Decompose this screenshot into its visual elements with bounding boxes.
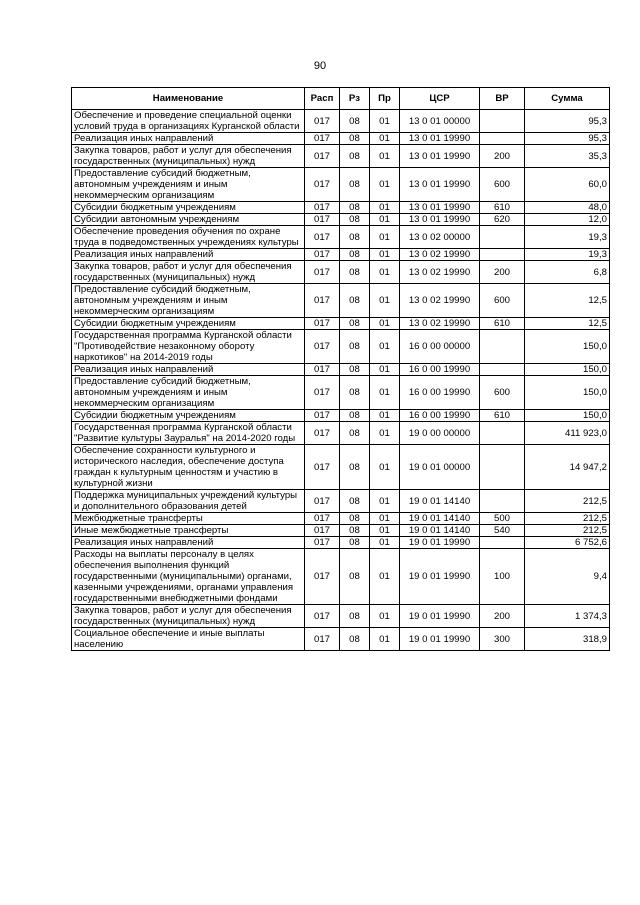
cell-csr: 19 0 01 19990: [400, 628, 480, 651]
cell-csr: 16 0 00 19990: [400, 410, 480, 422]
cell-csr: 13 0 01 19990: [400, 133, 480, 145]
cell-rz: 08: [340, 145, 370, 168]
cell-pr: 01: [370, 445, 400, 490]
cell-sum: 9,4: [525, 549, 610, 605]
cell-pr: 01: [370, 330, 400, 364]
cell-pr: 01: [370, 261, 400, 284]
page-number: 90: [313, 60, 327, 72]
cell-vr: 600: [480, 168, 525, 202]
cell-csr: 13 0 01 00000: [400, 110, 480, 133]
cell-sum: 95,3: [525, 133, 610, 145]
cell-rasp: 017: [305, 410, 340, 422]
cell-vr: 600: [480, 284, 525, 318]
cell-csr: 13 0 01 19990: [400, 168, 480, 202]
cell-name: Государственная программа Курганской области "Развитие культуры Зауралья" на 2014-2020 годы: [72, 422, 305, 445]
cell-csr: 16 0 00 19990: [400, 364, 480, 376]
cell-name: Социальное обеспечение и иные выплаты населению: [72, 628, 305, 651]
cell-pr: 01: [370, 525, 400, 537]
cell-sum: 12,5: [525, 318, 610, 330]
table-header-row: [72, 88, 610, 110]
table-row: [72, 376, 610, 410]
cell-pr: 01: [370, 202, 400, 214]
cell-csr: 19 0 01 19990: [400, 549, 480, 605]
cell-vr: 500: [480, 513, 525, 525]
cell-pr: 01: [370, 226, 400, 249]
cell-rasp: 017: [305, 513, 340, 525]
cell-vr: 300: [480, 628, 525, 651]
table-row: [72, 549, 610, 605]
table-row: [72, 226, 610, 249]
cell-rasp: 017: [305, 110, 340, 133]
cell-sum: 150,0: [525, 364, 610, 376]
cell-rasp: 017: [305, 330, 340, 364]
cell-rz: 08: [340, 202, 370, 214]
cell-vr: 610: [480, 202, 525, 214]
header-rasp: Расп: [305, 88, 340, 110]
cell-name: Предоставление субсидий бюджетным, автономным учреждениям и иным некоммерческим организациям: [72, 168, 305, 202]
table-row: [72, 318, 610, 330]
cell-name: Государственная программа Курганской области "Противодействие незаконному обороту наркотиков" на 2014-2019 годы: [72, 330, 305, 364]
table-row: [72, 110, 610, 133]
cell-pr: 01: [370, 490, 400, 513]
cell-vr: [480, 364, 525, 376]
cell-name: Закупка товаров, работ и услуг для обеспечения государственных (муниципальных) нужд: [72, 605, 305, 628]
table-row: [72, 202, 610, 214]
cell-csr: 13 0 02 19990: [400, 249, 480, 261]
cell-rasp: 017: [305, 214, 340, 226]
cell-sum: 95,3: [525, 110, 610, 133]
cell-rz: 08: [340, 490, 370, 513]
cell-csr: 16 0 00 19990: [400, 376, 480, 410]
cell-csr: 19 0 01 19990: [400, 605, 480, 628]
cell-rz: 08: [340, 445, 370, 490]
cell-rasp: 017: [305, 376, 340, 410]
cell-rasp: 017: [305, 202, 340, 214]
cell-name: Реализация иных направлений: [72, 537, 305, 549]
cell-pr: 01: [370, 249, 400, 261]
cell-pr: 01: [370, 284, 400, 318]
header-sum: Сумма: [525, 88, 610, 110]
table-row: [72, 249, 610, 261]
cell-vr: 610: [480, 410, 525, 422]
cell-rasp: 017: [305, 537, 340, 549]
cell-csr: 19 0 00 00000: [400, 422, 480, 445]
cell-name: Обеспечение и проведение специальной оценки условий труда в организациях Курганской области: [72, 110, 305, 133]
header-pr: Пр: [370, 88, 400, 110]
cell-csr: 13 0 02 19990: [400, 261, 480, 284]
table-row: [72, 445, 610, 490]
table-row: [72, 261, 610, 284]
cell-name: Обеспечение сохранности культурного и исторического наследия, обеспечение доступа граждан к культурным ценностям и участию в культурной жизни: [72, 445, 305, 490]
cell-rz: 08: [340, 537, 370, 549]
cell-name: Предоставление субсидий бюджетным, автономным учреждениям и иным некоммерческим организациям: [72, 376, 305, 410]
cell-name: Реализация иных направлений: [72, 249, 305, 261]
cell-csr: 13 0 02 19990: [400, 284, 480, 318]
header-csr: ЦСР: [400, 88, 480, 110]
cell-rz: 08: [340, 133, 370, 145]
cell-rz: 08: [340, 605, 370, 628]
table-row: [72, 490, 610, 513]
cell-rasp: 017: [305, 284, 340, 318]
cell-name: Реализация иных направлений: [72, 133, 305, 145]
cell-sum: 1 374,3: [525, 605, 610, 628]
cell-pr: 01: [370, 145, 400, 168]
cell-vr: 200: [480, 261, 525, 284]
cell-name: Поддержка муниципальных учреждений культуры и дополнительного образования детей: [72, 490, 305, 513]
cell-rz: 08: [340, 284, 370, 318]
cell-rasp: 017: [305, 490, 340, 513]
cell-rz: 08: [340, 628, 370, 651]
cell-rasp: 017: [305, 605, 340, 628]
cell-vr: 200: [480, 145, 525, 168]
cell-rz: 08: [340, 226, 370, 249]
cell-pr: 01: [370, 513, 400, 525]
cell-sum: 48,0: [525, 202, 610, 214]
cell-vr: 100: [480, 549, 525, 605]
cell-rasp: 017: [305, 318, 340, 330]
cell-rz: 08: [340, 549, 370, 605]
cell-name: Обеспечение проведения обучения по охране труда в подведомственных учреждениях культуры: [72, 226, 305, 249]
cell-sum: 150,0: [525, 330, 610, 364]
cell-rz: 08: [340, 168, 370, 202]
cell-name: Закупка товаров, работ и услуг для обеспечения государственных (муниципальных) нужд: [72, 145, 305, 168]
cell-vr: [480, 249, 525, 261]
cell-sum: 12,5: [525, 284, 610, 318]
cell-sum: 60,0: [525, 168, 610, 202]
cell-pr: 01: [370, 214, 400, 226]
table-row: [72, 145, 610, 168]
cell-sum: 19,3: [525, 249, 610, 261]
cell-rasp: 017: [305, 261, 340, 284]
cell-rasp: 017: [305, 549, 340, 605]
cell-rasp: 017: [305, 525, 340, 537]
cell-rz: 08: [340, 318, 370, 330]
cell-rz: 08: [340, 330, 370, 364]
table-row: [72, 513, 610, 525]
cell-pr: 01: [370, 537, 400, 549]
table-row: [72, 410, 610, 422]
cell-csr: 19 0 01 14140: [400, 525, 480, 537]
cell-pr: 01: [370, 318, 400, 330]
cell-vr: 540: [480, 525, 525, 537]
cell-rz: 08: [340, 410, 370, 422]
cell-rasp: 017: [305, 145, 340, 168]
cell-sum: 19,3: [525, 226, 610, 249]
cell-sum: 35,3: [525, 145, 610, 168]
cell-name: Субсидии бюджетным учреждениям: [72, 202, 305, 214]
cell-csr: 13 0 01 19990: [400, 202, 480, 214]
cell-rasp: 017: [305, 249, 340, 261]
table-row: [72, 364, 610, 376]
cell-pr: 01: [370, 376, 400, 410]
cell-rz: 08: [340, 422, 370, 445]
cell-pr: 01: [370, 549, 400, 605]
cell-csr: 19 0 01 14140: [400, 513, 480, 525]
cell-pr: 01: [370, 605, 400, 628]
cell-vr: [480, 226, 525, 249]
cell-rasp: 017: [305, 445, 340, 490]
header-rz: Рз: [340, 88, 370, 110]
cell-vr: [480, 537, 525, 549]
cell-sum: 150,0: [525, 410, 610, 422]
cell-sum: 212,5: [525, 525, 610, 537]
cell-vr: [480, 445, 525, 490]
cell-csr: 13 0 01 19990: [400, 145, 480, 168]
cell-csr: 16 0 00 00000: [400, 330, 480, 364]
cell-pr: 01: [370, 422, 400, 445]
cell-name: Расходы на выплаты персоналу в целях обеспечения выполнения функций государственными (муниципальными) органами, казенными учреждениями, органами управления государственными внебюджетными фондами: [72, 549, 305, 605]
table-row: [72, 133, 610, 145]
cell-pr: 01: [370, 168, 400, 202]
cell-vr: 600: [480, 376, 525, 410]
cell-sum: 6 752,6: [525, 537, 610, 549]
cell-csr: 13 0 01 19990: [400, 214, 480, 226]
cell-vr: [480, 330, 525, 364]
cell-rasp: 017: [305, 168, 340, 202]
cell-sum: 12,0: [525, 214, 610, 226]
cell-rasp: 017: [305, 133, 340, 145]
table-row: [72, 284, 610, 318]
cell-rz: 08: [340, 525, 370, 537]
cell-pr: 01: [370, 110, 400, 133]
cell-vr: [480, 422, 525, 445]
cell-name: Реализация иных направлений: [72, 364, 305, 376]
cell-rz: 08: [340, 513, 370, 525]
cell-sum: 318,9: [525, 628, 610, 651]
table-row: [72, 422, 610, 445]
cell-vr: 610: [480, 318, 525, 330]
cell-csr: 19 0 01 19990: [400, 537, 480, 549]
cell-csr: 19 0 01 14140: [400, 490, 480, 513]
header-vr: ВР: [480, 88, 525, 110]
cell-name: Иные межбюджетные трансферты: [72, 525, 305, 537]
cell-csr: 13 0 02 19990: [400, 318, 480, 330]
cell-sum: 150,0: [525, 376, 610, 410]
cell-rz: 08: [340, 110, 370, 133]
cell-sum: 212,5: [525, 513, 610, 525]
cell-name: Закупка товаров, работ и услуг для обеспечения государственных (муниципальных) нужд: [72, 261, 305, 284]
cell-pr: 01: [370, 628, 400, 651]
cell-pr: 01: [370, 133, 400, 145]
budget-table: [71, 87, 610, 651]
cell-sum: 411 923,0: [525, 422, 610, 445]
cell-pr: 01: [370, 410, 400, 422]
table-row: [72, 537, 610, 549]
table-row: [72, 605, 610, 628]
cell-vr: [480, 490, 525, 513]
cell-vr: 200: [480, 605, 525, 628]
cell-vr: 620: [480, 214, 525, 226]
cell-name: Субсидии бюджетным учреждениям: [72, 318, 305, 330]
cell-name: Предоставление субсидий бюджетным, автономным учреждениям и иным некоммерческим организациям: [72, 284, 305, 318]
table-row: [72, 330, 610, 364]
cell-rz: 08: [340, 261, 370, 284]
cell-name: Межбюджетные трансферты: [72, 513, 305, 525]
cell-name: Субсидии бюджетным учреждениям: [72, 410, 305, 422]
cell-vr: [480, 133, 525, 145]
table-row: [72, 168, 610, 202]
header-name: Наименование: [72, 88, 305, 110]
cell-vr: [480, 110, 525, 133]
cell-rasp: 017: [305, 226, 340, 249]
cell-sum: 212,5: [525, 490, 610, 513]
cell-sum: 14 947,2: [525, 445, 610, 490]
cell-csr: 13 0 02 00000: [400, 226, 480, 249]
cell-pr: 01: [370, 364, 400, 376]
table-row: [72, 628, 610, 651]
cell-name: Субсидии автономным учреждениям: [72, 214, 305, 226]
cell-rz: 08: [340, 364, 370, 376]
cell-rasp: 017: [305, 628, 340, 651]
cell-rasp: 017: [305, 364, 340, 376]
cell-rz: 08: [340, 376, 370, 410]
cell-rz: 08: [340, 214, 370, 226]
table-row: [72, 214, 610, 226]
cell-sum: 6,8: [525, 261, 610, 284]
cell-rasp: 017: [305, 422, 340, 445]
cell-csr: 19 0 01 00000: [400, 445, 480, 490]
table-row: [72, 525, 610, 537]
cell-rz: 08: [340, 249, 370, 261]
